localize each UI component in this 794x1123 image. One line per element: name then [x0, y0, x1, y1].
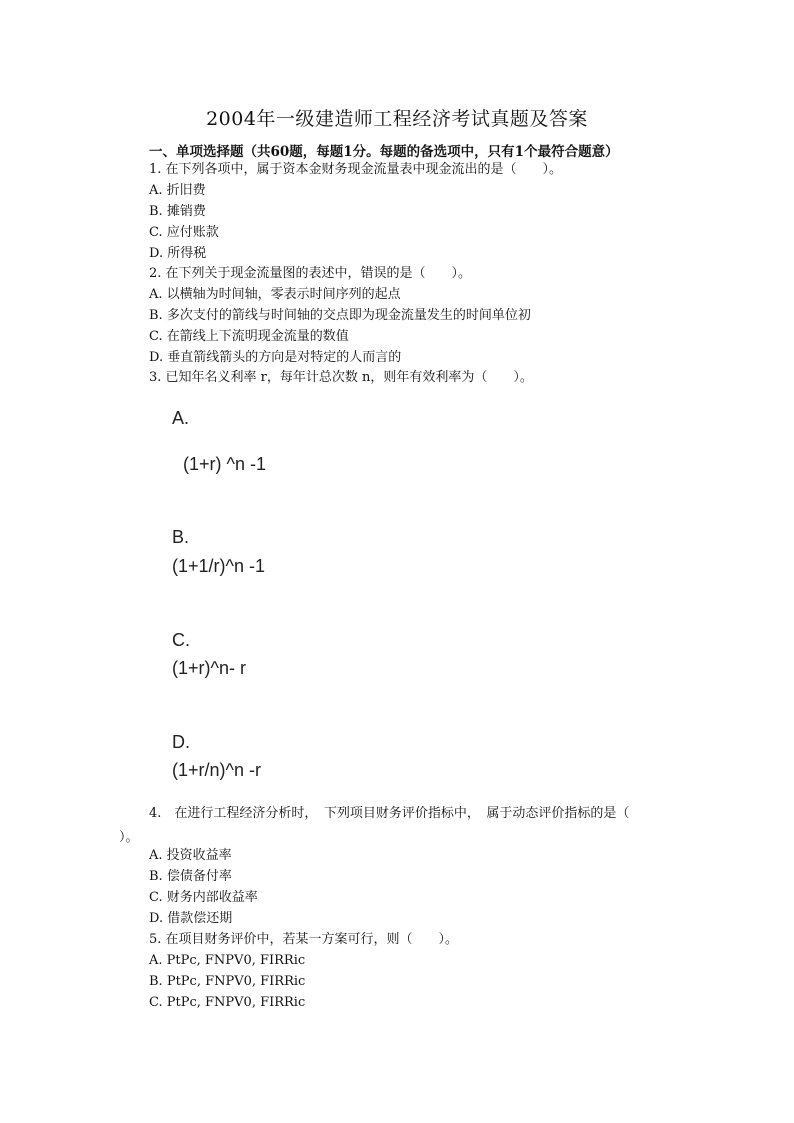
- question-1-stem: 1. 在下列各项中，属于资本金财务现金流量表中现金流出的是（ ）。: [149, 162, 563, 177]
- question-3-option-c-letter: C.: [172, 630, 190, 650]
- question-1-option-b: B. 摊销费: [149, 204, 206, 219]
- question-4-option-d: D. 借款偿还期: [149, 911, 233, 926]
- question-5-option-b: B. PtPc, FNPV0, FIRRic: [149, 974, 306, 989]
- question-2-option-d: D. 垂直箭线箭头的方向是对特定的人而言的: [149, 350, 402, 365]
- question-3-option-c-formula: (1+r)^n- r: [172, 658, 246, 678]
- question-3-option-b-formula: (1+1/r)^n -1: [172, 556, 265, 576]
- question-5-option-c: C. PtPc, FNPV0, FIRRic: [149, 995, 306, 1010]
- question-4-option-a: A. 投资收益率: [149, 848, 232, 863]
- question-3-option-a-letter: A.: [172, 408, 190, 428]
- question-1-option-a: A. 折旧费: [149, 183, 206, 198]
- question-5-option-a: A. PtPc, FNPV0, FIRRic: [149, 953, 306, 968]
- question-3-stem: 3. 已知年名义利率 r，每年计总次数 n，则年有效利率为（ ）。: [149, 370, 533, 385]
- question-4-stem-continuation: ）。: [119, 830, 139, 845]
- question-3-option-d-letter: D.: [172, 732, 190, 752]
- question-3-option-d-formula: (1+r/n)^n -r: [172, 760, 261, 780]
- question-2-option-c: C. 在箭线上下流明现金流量的数值: [149, 329, 349, 344]
- question-1-option-d: D. 所得税: [149, 246, 207, 261]
- question-1-option-c: C. 应付账款: [149, 225, 219, 240]
- question-2-option-a: A. 以横轴为时间轴，零表示时间序列的起点: [149, 287, 401, 302]
- document-title: 2004年一级建造师工程经济考试真题及答案: [206, 108, 588, 130]
- question-3-option-a-formula: (1+r) ^n -1: [183, 454, 266, 474]
- question-4-stem: 4. 在进行工程经济分析时， 下列项目财务评价指标中， 属于动态评价指标的是（: [149, 806, 630, 821]
- question-2-option-b: B. 多次支付的箭线与时间轴的交点即为现金流量发生的时间单位初: [149, 308, 531, 323]
- section-heading: 一、单项选择题（共60题，每题1分。每题的备选项中，只有1个最符合题意）: [149, 144, 619, 160]
- question-4-option-c: C. 财务内部收益率: [149, 890, 258, 905]
- question-5-stem: 5. 在项目财务评价中，若某一方案可行，则（ ）。: [149, 932, 459, 947]
- question-2-stem: 2. 在下列关于现金流量图的表述中，错误的是（ ）。: [149, 266, 472, 281]
- question-4-option-b: B. 偿债备付率: [149, 869, 232, 884]
- question-3-option-b-letter: B.: [172, 527, 190, 547]
